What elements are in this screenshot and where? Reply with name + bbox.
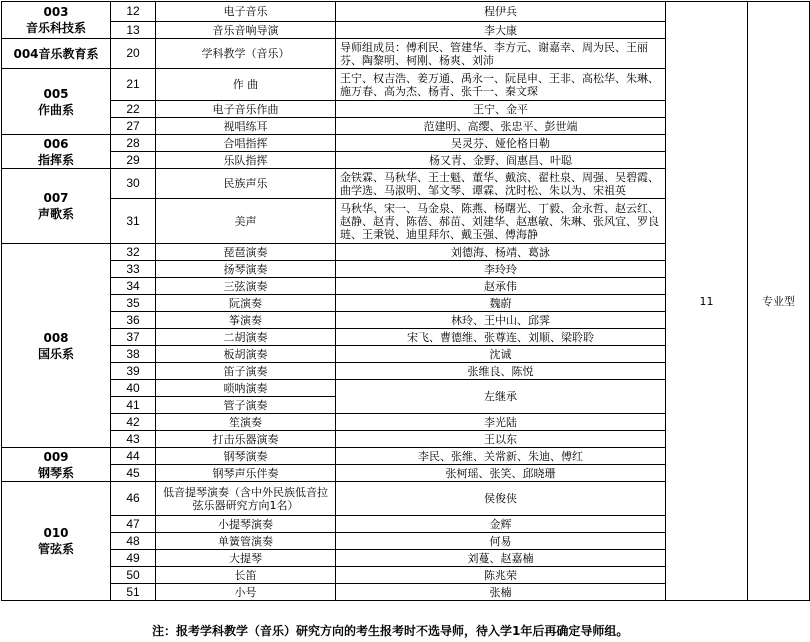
tutors: 吴灵芬、娅伦格日勒 [336,135,666,152]
footnote: 注：报考学科教学（音乐）研究方向的考生报考时不选导师，待入学1年后再确定导师组。 [152,624,629,638]
department-name: 声歌系 [37,207,74,221]
admissions-table [1,1,810,601]
tutors: 沈诚 [336,346,666,363]
degree-type: 专业型 [748,2,810,601]
direction-name: 美声 [156,199,336,244]
tutors: 李光陆 [336,414,666,431]
direction-name: 阮演奏 [156,295,336,312]
direction-code: 35 [111,295,156,312]
direction-name: 视唱练耳 [156,118,336,135]
department-cell [2,244,111,448]
direction-code: 51 [111,584,156,601]
direction-code: 42 [111,414,156,431]
department-code: 003 [43,5,69,19]
direction-code: 49 [111,550,156,567]
tutors: 程伊兵 [336,2,666,22]
department-cell [2,448,111,482]
direction-code: 21 [111,69,156,101]
direction-name: 琵琶演奏 [156,244,336,261]
tutors-text: 导师组成员：傅利民、管建华、李方元、谢嘉幸、周为民、王丽芬、陶黎明、柯刚、杨爽、刘沛 [340,40,648,67]
direction-code: 40 [111,380,156,397]
tutors-text: 马秋华、宋一、马金泉、陈燕、杨曙光、丁毅、金永哲、赵云红、赵静、赵青、陈蓓、郝苗、刘建华、赵惠敏、朱琳、张风宜、罗良琏、王秉锐、迪里拜尔、戴玉强、傅海静 [340,201,659,241]
department-code: 007 [43,191,69,205]
tutors: 宋飞、曹德维、张尊连、刘顺、梁聆聆 [336,329,666,346]
department-name: 指挥系 [37,152,74,167]
tutors: 何易 [336,533,666,550]
tutors [336,69,666,101]
tutors: 刘蔓、赵嘉楠 [336,550,666,567]
department-cell [2,482,111,601]
department-name: 管弦系 [37,542,74,556]
direction-code: 32 [111,244,156,261]
direction-code: 27 [111,118,156,135]
tutors [336,199,666,244]
direction-code: 43 [111,431,156,448]
direction-code: 37 [111,329,156,346]
department-cell [2,39,111,69]
department-code: 008 [43,330,69,345]
department-code: 009 [43,449,69,464]
direction-code: 28 [111,135,156,152]
department-cell [2,2,111,39]
tutors: 魏蔚 [336,295,666,312]
direction-name: 小提琴演奏 [156,516,336,533]
department-name: 国乐系 [37,346,74,361]
direction-code: 36 [111,312,156,329]
direction-name: 单簧管演奏 [156,533,336,550]
tutors [336,39,666,69]
tutors [336,169,666,199]
direction-name: 笛子演奏 [156,363,336,380]
direction-code: 34 [111,278,156,295]
direction-code: 22 [111,101,156,118]
tutors: 张维良、陈悦 [336,363,666,380]
direction-code: 12 [111,2,156,22]
department-cell [2,135,111,169]
direction-name: 钢琴演奏 [156,448,336,465]
direction-text: 低音提琴演奏（含中外民族低音拉弦乐器研究方向1名） [163,485,328,512]
direction-name: 大提琴 [156,550,336,567]
table-row [2,2,810,22]
direction-name: 合唱指挥 [156,135,336,152]
tutors: 左继承 [336,380,666,414]
direction-name: 打击乐器演奏 [156,431,336,448]
department-cell [2,69,111,135]
direction-name: 笙演奏 [156,414,336,431]
direction-name: 学科教学（音乐） [156,39,336,69]
direction-code: 39 [111,363,156,380]
department-code: 010 [43,526,69,540]
tutors: 金辉 [336,516,666,533]
direction-name: 小号 [156,584,336,601]
direction-code: 48 [111,533,156,550]
direction-name [156,482,336,516]
tutors: 张楠 [336,584,666,601]
tutors: 李大康 [336,22,666,39]
direction-code: 44 [111,448,156,465]
direction-code: 38 [111,346,156,363]
direction-name: 电子音乐 [156,2,336,22]
tutors: 范建明、高缨、张忠平、彭世端 [336,118,666,135]
direction-name: 乐队指挥 [156,152,336,169]
department-cell [2,169,111,244]
direction-code: 29 [111,152,156,169]
direction-code: 50 [111,567,156,584]
department-name: 音乐科技系 [25,21,86,35]
direction-name: 民族声乐 [156,169,336,199]
tutors-text: 金铁霖、马秋华、王士魁、董华、戴滨、翟杜泉、周强、吴碧霞、曲学选、马淑明、邹文琴、谭霖、沈时松、朱以为、宋祖英 [340,170,659,197]
tutors: 王以东 [336,431,666,448]
direction-code: 46 [111,482,156,516]
tutors: 赵承伟 [336,278,666,295]
direction-code: 33 [111,261,156,278]
direction-name: 二胡演奏 [156,329,336,346]
enrollment-count: 11 [666,2,748,601]
tutors: 林玲、王中山、邱霁 [336,312,666,329]
direction-name: 三弦演奏 [156,278,336,295]
direction-code: 31 [111,199,156,244]
tutors: 刘德海、杨靖、葛詠 [336,244,666,261]
direction-name: 作 曲 [156,69,336,101]
direction-code: 13 [111,22,156,39]
direction-name: 筝演奏 [156,312,336,329]
tutors: 侯俊侠 [336,482,666,516]
direction-name: 音乐音响导演 [156,22,336,39]
direction-code: 30 [111,169,156,199]
direction-name: 管子演奏 [156,397,336,414]
direction-code: 20 [111,39,156,69]
department-code: 005 [43,86,69,101]
tutors: 杨又青、金野、阎惠昌、叶聪 [336,152,666,169]
department-name: 作曲系 [37,102,74,117]
direction-name: 钢琴声乐伴奏 [156,465,336,482]
department-name: 钢琴系 [37,465,74,480]
tutors: 李玲玲 [336,261,666,278]
direction-name: 电子音乐作曲 [156,101,336,118]
direction-code: 41 [111,397,156,414]
direction-name: 唢呐演奏 [156,380,336,397]
tutors: 李民、张维、关常新、朱迪、傅红 [336,448,666,465]
direction-name: 板胡演奏 [156,346,336,363]
direction-name: 长笛 [156,567,336,584]
tutors: 王宁、金平 [336,101,666,118]
tutors-text: 王宁、权吉浩、姜万通、禹永一、阮昆申、王非、高松华、朱琳、施万春、高为杰、杨青、张千一、秦文琛 [340,71,659,98]
department-code: 006 [43,136,69,151]
direction-code: 47 [111,516,156,533]
department-label: 004音乐教育系 [13,46,99,61]
direction-name: 扬琴演奏 [156,261,336,278]
tutors: 陈兆荣 [336,567,666,584]
direction-code: 45 [111,465,156,482]
tutors: 张柯瑶、张笑、邱晓珊 [336,465,666,482]
